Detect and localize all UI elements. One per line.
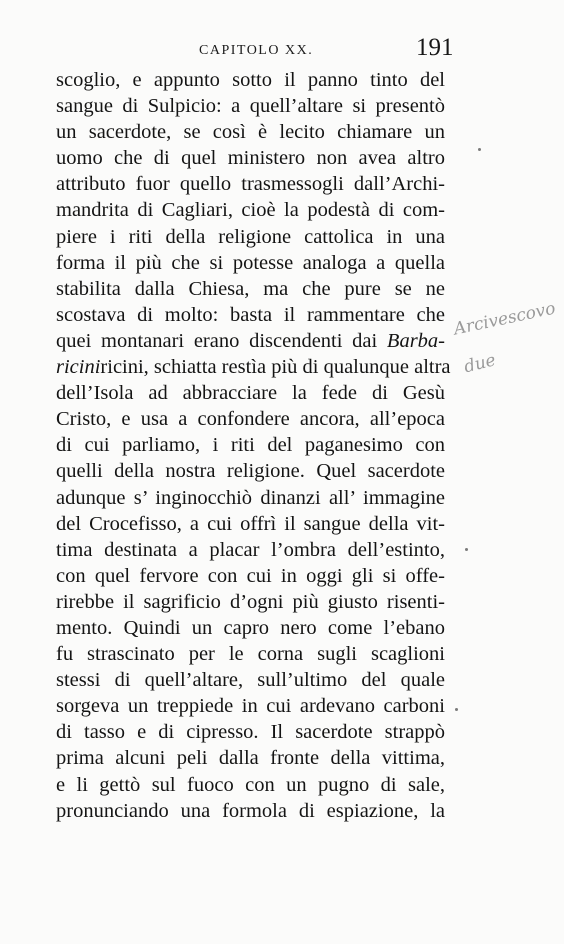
text-line: adunque s’ inginocchiò dinanzi all’ immagine [56,486,445,509]
running-head: CAPITOLO XX. [199,43,314,58]
text-line: di cui parliamo, i riti del paganesimo con [56,434,445,457]
annotation-line: Arcivescovo [452,298,558,340]
text-line: quelli della nostra religione. Quel sacerdote [56,460,445,483]
text-line: scostava di molto: basta il rammentare che [56,303,445,326]
ink-speck [478,148,481,151]
text-line: stabilita dalla Chiesa, ma che pure se ne [56,277,445,300]
text-line: sorgeva un treppiede in cui ardevano carboni [56,695,445,718]
body-text [56,67,451,824]
italic-word: Barba- [386,329,445,352]
text-line: prima alcuni peli dalla fronte della vittima, [56,747,445,770]
text-line: rirebbe il sagrificio d’ogni più giusto risenti- [56,590,445,613]
text-line: piere i riti della religione cattolica in una [56,225,445,248]
text-line-with-italic [56,354,451,380]
text-line: Cristo, e usa a confondere ancora, all’epoca [56,408,445,431]
italic-word: ricini [56,356,101,379]
handwritten-annotation [452,298,558,398]
ink-speck [465,548,468,551]
text-line: uomo che di quel ministero non avea altro [56,147,445,170]
text-line: stessi di quell’altare, sull’ultimo del quale [56,669,445,692]
text-line: con quel fervore con cui in oggi gli si offe- [56,564,445,587]
text-line: sangue di Sulpicio: a quell’altare si presentò [56,95,445,118]
text-line: un sacerdote, se così è lecito chiamare un [56,121,445,144]
text-line: tima destinata a placar l’ombra dell’estinto, [56,538,445,561]
page-header [56,34,456,64]
annotation-line: due [462,350,498,378]
ink-speck [455,708,458,711]
text-line: di tasso e di cipresso. Il sacerdote strappò [56,721,445,744]
text-line-with-italic [56,328,445,354]
text-line: dell’Isola ad abbracciare la fede di Gesù [56,382,445,405]
text-line: scoglio, e appunto sotto il panno tinto del [56,69,445,91]
text-line-part: quei montanari erano discendenti dai [56,329,378,352]
text-line: forma il più che si potesse analoga a quella [56,251,445,274]
text-line: fu strascinato per le corna sugli scaglioni [56,643,445,666]
text-line: pronunciando una formola di espiazione, la [56,799,445,822]
text-line-part: ricini, schiatta restìa più di qualunque altra [100,356,451,379]
text-line: del Crocefisso, a cui offrì il sangue della vit- [56,512,445,535]
page-number: 191 [416,34,454,61]
text-line: mandrita di Cagliari, cioè la podestà di com- [56,199,445,222]
text-line: mento. Quindi un capro nero come l’ebano [56,616,445,639]
text-line: e li gettò sul fuoco con un pugno di sale, [56,773,445,796]
text-line: attributo fuor quello trasmessogli dall’Archi- [56,173,445,196]
